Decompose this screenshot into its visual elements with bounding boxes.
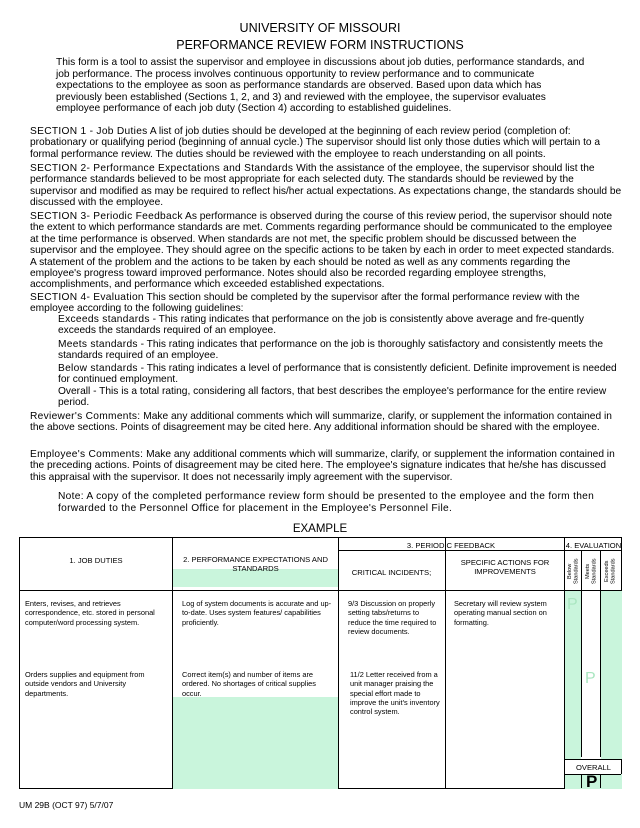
row1-rating-mark: P	[567, 596, 578, 613]
form-id-footer: UM 29B (OCT 97) 5/7/07	[19, 800, 114, 810]
header-periodic-feedback: 3. PERIODIC FEEDBACK	[406, 541, 496, 550]
page-title-form: PERFORMANCE REVIEW FORM INSTRUCTIONS	[176, 38, 464, 52]
example-label: EXAMPLE	[292, 523, 348, 535]
employee-comments	[30, 449, 622, 483]
standards-row2-fill	[173, 697, 338, 789]
eval-exceeds-label: Exceeds Standards	[604, 558, 617, 584]
employee-comments-heading: Employee's Comments:	[30, 449, 144, 460]
rating-below-heading: Below standards	[58, 363, 138, 374]
rating-exceeds-heading: Exceeds standards	[58, 314, 150, 325]
rating-overall: Overall - This is a total rating, considering all factors, that best describes the employee's performance for the entire review period.	[58, 386, 607, 409]
section-1-heading: SECTION 1 - Job Duties	[30, 126, 148, 137]
page-title-university: UNIVERSITY OF MISSOURI	[239, 21, 401, 35]
eval-exceeds-fill	[601, 591, 622, 759]
header-job-duties: 1. JOB DUTIES	[69, 556, 123, 565]
intro-paragraph: This form is a tool to assist the supervisor and employee in discussions about job duties, performance standards, and job performance. The process involves continuous opportunity to review performance and to communicate expectations to the employee as soon as performance standards are observed. Based upon data which has previously been established (Sections 1, 2, and 3) and reviewed with the employee, the supervisor evaluates employee performance of each job duty (Section 4) according to established guidelines.	[56, 57, 585, 115]
section-2	[30, 163, 622, 209]
rating-exceeds	[58, 314, 618, 337]
section-4-body: This section should be completed by the supervisor after the formal performance review with the employee according to the following guidelines:	[30, 292, 580, 315]
rating-meets-body: - This rating indicates that performance on the job is thoroughly satisfactory and consistently meets the standards required of an employee.	[58, 339, 604, 362]
employee-comments-body: Make any additional comments which will summarize, clarify, or supplement the information contained in the preceding actions. Points of disagreement may be cited here. The employee's signature indicates that he/she has discussed this appraisal with the supervisor. It does not necessarily imply agreement with the supervisor.	[30, 449, 615, 483]
eval-below-fill	[565, 591, 581, 759]
row2-critical-incident: 11/2 Letter received from a unit manager praising the special effort made to improve the unit's inventory control system.	[350, 670, 440, 717]
rating-below-body: - This rating indicates a level of performance that is consistently deficient. Definite improvement is needed for continued employment.	[58, 363, 617, 386]
rating-below	[58, 363, 618, 386]
section-4-heading: SECTION 4- Evaluation	[30, 292, 144, 303]
eval-below-label: Below Standards	[567, 558, 580, 584]
row1-specific-action: Secretary will review system operating manual section on formatting.	[454, 599, 547, 627]
section-3	[30, 211, 622, 291]
header-evaluation: 4. EVALUATION	[565, 541, 622, 550]
standards-header-fill	[173, 569, 338, 587]
row2-standard: Correct item(s) and number of items are ordered. No shortages of critical supplies occur.	[182, 670, 316, 698]
section-4	[30, 292, 622, 315]
row1-standard: Log of system documents is accurate and up-to-date. Uses system features/ capabilities proficiently.	[182, 599, 332, 627]
section-2-body: With the assistance of the employee, the supervisor should list the performance standards believed to be most appropriate for each selected duty. The standards should be reviewed by the supervisor and modified as may be required to reflect his/her actual expectations. As expectations change, the standards should be discussed with the employee.	[30, 163, 622, 209]
row1-critical-incident: 9/3 Discussion on properly setting tabs/returns to reduce the time required to review documents.	[348, 599, 437, 636]
rating-meets-heading: Meets standards	[58, 339, 138, 350]
note-paragraph: Note: A copy of the completed performance review form should be presented to the employee and the form then forwarded to the Personnel Office for placement in the Employee's Personnel File.	[58, 491, 595, 514]
reviewer-comments	[30, 411, 622, 434]
header-performance-standards: 2. PERFORMANCE EXPECTATIONS AND STANDARDS	[183, 555, 328, 571]
overall-rating-mark: P	[586, 772, 598, 791]
rating-exceeds-body: - This rating indicates that performance on the job is consistently above average and fre-quently exceeds the standards required of an employee.	[58, 314, 584, 337]
header-critical-incidents: CRITICAL INCIDENTS;	[351, 568, 432, 577]
reviewer-comments-heading: Reviewer's Comments:	[30, 411, 141, 422]
row2-rating-mark: P	[585, 670, 596, 687]
rating-meets	[58, 339, 618, 362]
section-1	[30, 126, 622, 160]
header-specific-actions: SPECIFIC ACTIONS FOR IMPROVEMENTS	[460, 558, 550, 576]
section-3-body: As performance is observed during the course of this review period, the supervisor should note the extent to which performance standards are met. Comments regarding performance should be communicated to the employee at the time performance is observed. When standards are not met, the specific problem should be discussed between the supervisor and the employee. They should agree on the specific actions to be taken by each in order to meet expected standards. A statement of the problem and the actions to be taken by each should be noted as well as any comments regarding the employee's progress toward improved performance. Notes should also be recorded regarding employee strengths, accomplishments, and performance which exceeded established expectations.	[30, 211, 615, 291]
overall-label: OVERALL	[575, 763, 612, 772]
eval-meets-label: Meets Standards	[585, 558, 598, 584]
section-2-heading: SECTION 2- Performance Expectations and Standards	[30, 163, 294, 174]
row2-job-duty: Orders supplies and equipment from outside vendors and University departments.	[25, 670, 145, 698]
example-form	[19, 537, 622, 789]
section-1-body: A list of job duties should be developed at the beginning of each review period (completion of: probationary or qualifying period (beginning of annual cycle.) The supervisor should list only those duties which will pertain to a formal performance review. The duties should be reviewed with the employee to reach understanding on all points.	[30, 126, 601, 160]
row1-job-duty: Enters, revises, and retrieves correspondence, etc. stored in personal computer/word processing system.	[25, 599, 155, 627]
reviewer-comments-body: Make any additional comments which will summarize, clarify, or supplement the information contained in the above sections. Points of disagreement may be cited here. Any additional information should be shared with the employee.	[30, 411, 612, 434]
section-3-heading: SECTION 3- Periodic Feedback	[30, 211, 183, 222]
